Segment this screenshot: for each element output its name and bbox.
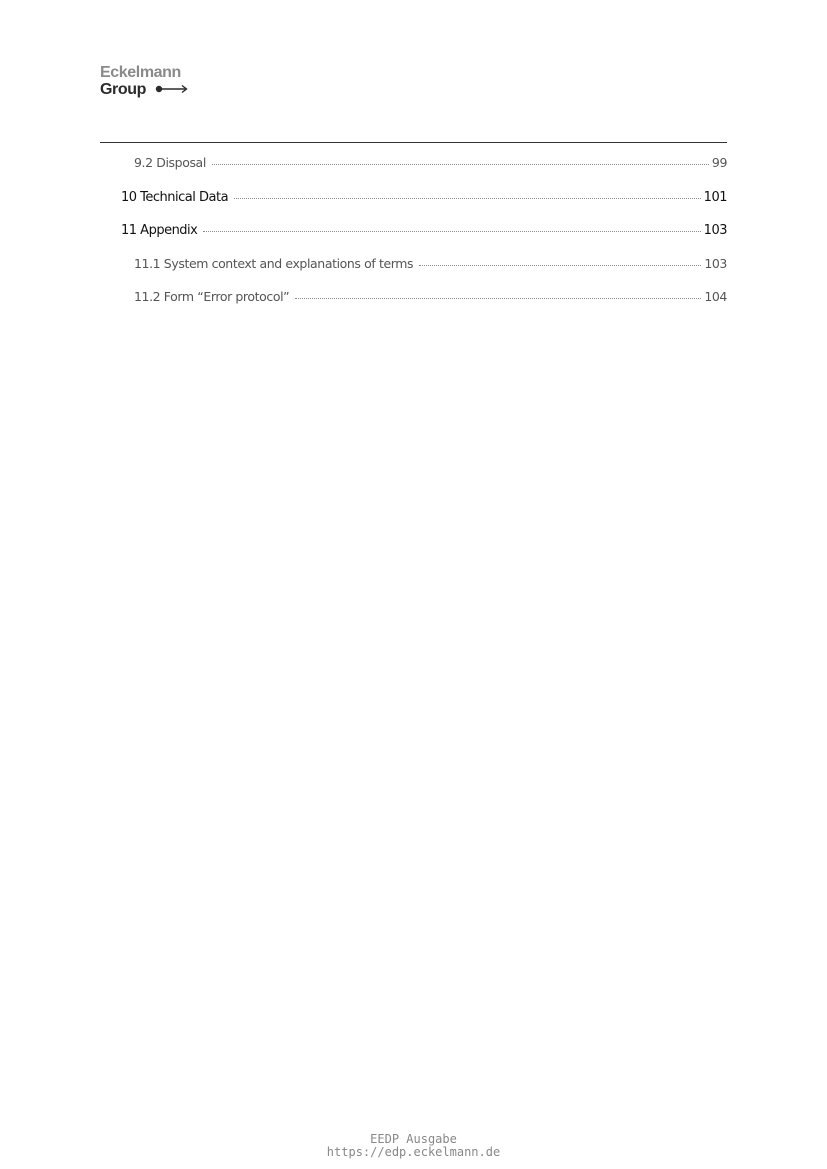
toc-entry-page: 103 bbox=[703, 223, 727, 238]
toc-dot-leader bbox=[234, 186, 701, 199]
toc-entry-title: 11.1 System context and explanations of terms bbox=[134, 256, 414, 271]
page-footer bbox=[0, 1133, 827, 1159]
company-logo bbox=[100, 64, 200, 100]
logo-arrow-icon bbox=[155, 84, 189, 94]
toc-entry[interactable] bbox=[121, 221, 727, 239]
toc-entry-page: 99 bbox=[711, 155, 727, 170]
header-divider bbox=[100, 142, 727, 143]
toc-entry[interactable] bbox=[134, 288, 727, 305]
toc-entry-title: 11 Appendix bbox=[121, 223, 198, 238]
toc-entry-page: 104 bbox=[704, 289, 727, 304]
toc-entry[interactable] bbox=[134, 255, 727, 272]
toc-entry-title: 10 Technical Data bbox=[121, 190, 229, 205]
toc-entry-title: 9.2 Disposal bbox=[134, 155, 206, 170]
toc-dot-leader bbox=[419, 253, 701, 266]
footer-edition-text: EEDP Ausgabe bbox=[370, 1132, 457, 1146]
toc-dot-leader bbox=[203, 219, 700, 232]
logo-text-eckelmann: Eckelmann bbox=[100, 64, 181, 81]
logo-text-group: Group bbox=[100, 81, 146, 98]
footer-url-link[interactable]: https://edp.eckelmann.de bbox=[326, 1145, 501, 1159]
toc-dot-leader bbox=[295, 286, 701, 299]
toc-entry[interactable] bbox=[134, 154, 727, 171]
toc-dot-leader bbox=[212, 152, 709, 165]
toc-entry[interactable] bbox=[121, 188, 727, 206]
toc-entry-page: 103 bbox=[704, 256, 727, 271]
toc-entry-title: 11.2 Form “Error protocol” bbox=[134, 289, 290, 304]
toc-entry-page: 101 bbox=[703, 190, 727, 205]
